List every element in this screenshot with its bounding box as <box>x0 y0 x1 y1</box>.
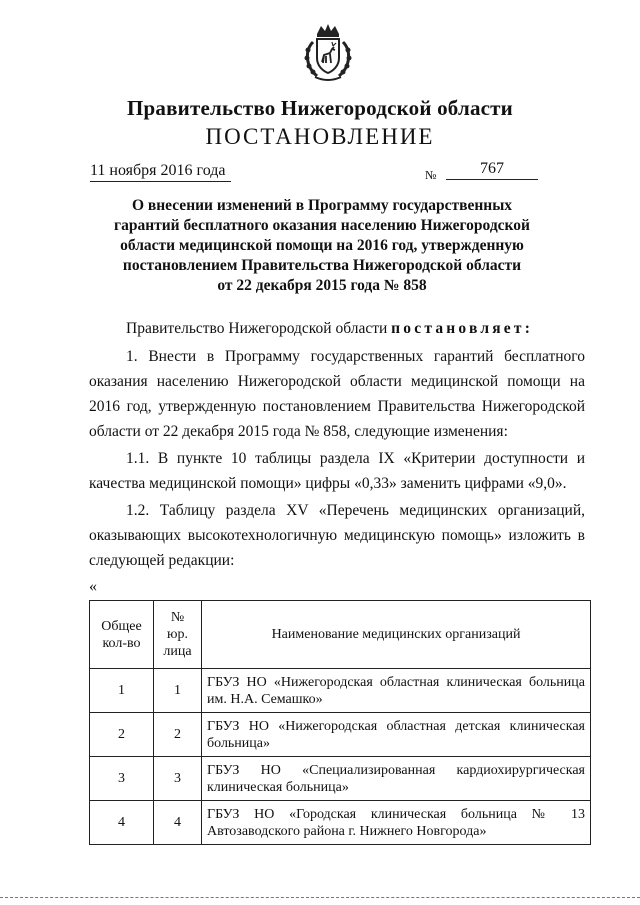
paragraph-1: 1. Внести в Программу государственных гарантий бесплатного оказания населению Нижегородской области медицинской помощи на 2016 год, утвержденную постановлением Правительства Нижегородской области от 22 декабря 2015 года № 858, следующие изменения: <box>89 348 585 440</box>
cell-legal: 2 <box>154 713 202 757</box>
title-line: постановлением Правительства Нижегородской области <box>122 257 522 274</box>
open-quote: « <box>89 578 97 595</box>
table-row <box>90 757 591 801</box>
cell-legal: 3 <box>154 757 202 801</box>
document-title <box>110 196 534 296</box>
cell-total: 1 <box>90 669 154 713</box>
organization-name: Правительство Нижегородской области <box>127 96 513 120</box>
title-line: О внесении изменений в Программу государственных <box>131 197 513 214</box>
cell-total: 4 <box>90 801 154 845</box>
organizations-table <box>89 600 591 845</box>
document-number: 767 <box>446 160 538 180</box>
cell-name: ГБУЗ НО «Городская клиническая больница № 13 Автозаводского района г. Нижнего Новгорода» <box>202 801 591 845</box>
paragraph-1-2: 1.2. Таблицу раздела XV «Перечень медицинских организаций, оказывающих высокотехнологичную медицинскую помощь» изложить в следующей редакции: <box>89 502 585 569</box>
header-organization-name: Наименование медицинских организаций <box>202 601 591 669</box>
cell-name: ГБУЗ НО «Специализированная кардиохирургическая клиническая больница» <box>202 757 591 801</box>
cell-name: ГБУЗ НО «Нижегородская областная клиническая больница им. Н.А. Семашко» <box>202 669 591 713</box>
header-total-count: Общее кол-во <box>90 601 154 669</box>
cell-name: ГБУЗ НО «Нижегородская областная детская клиническая больница» <box>202 713 591 757</box>
paragraph-1-1: 1.1. В пункте 10 таблицы раздела IX «Критерии доступности и качества медицинской помощи» цифры «0,33» заменить цифрами «9,0». <box>89 450 585 492</box>
document-date: 11 ноября 2016 года <box>90 162 231 182</box>
cell-legal: 4 <box>154 801 202 845</box>
cell-legal: 1 <box>154 669 202 713</box>
table-row <box>90 801 591 845</box>
table-row <box>90 669 591 713</box>
page-bottom-divider <box>0 897 640 898</box>
table-header-row <box>90 601 591 669</box>
intro-prefix: Правительство Нижегородской области <box>126 320 392 337</box>
cell-total: 3 <box>90 757 154 801</box>
table-row <box>90 713 591 757</box>
intro-paragraph <box>89 316 585 341</box>
document-number-label: № <box>425 168 437 182</box>
title-line: области медицинской помощи на 2016 год, утвержденную <box>120 237 524 254</box>
title-line: от 22 декабря 2015 года № 858 <box>217 277 427 294</box>
intro-decree-word: постановляет: <box>391 320 534 337</box>
title-line: гарантий бесплатного оказания населению Нижегородской <box>114 217 530 234</box>
document-type: ПОСТАНОВЛЕНИЕ <box>205 124 435 149</box>
coat-of-arms-icon <box>297 22 359 84</box>
header-legal-number: № юр. лица <box>154 601 202 669</box>
cell-total: 2 <box>90 713 154 757</box>
